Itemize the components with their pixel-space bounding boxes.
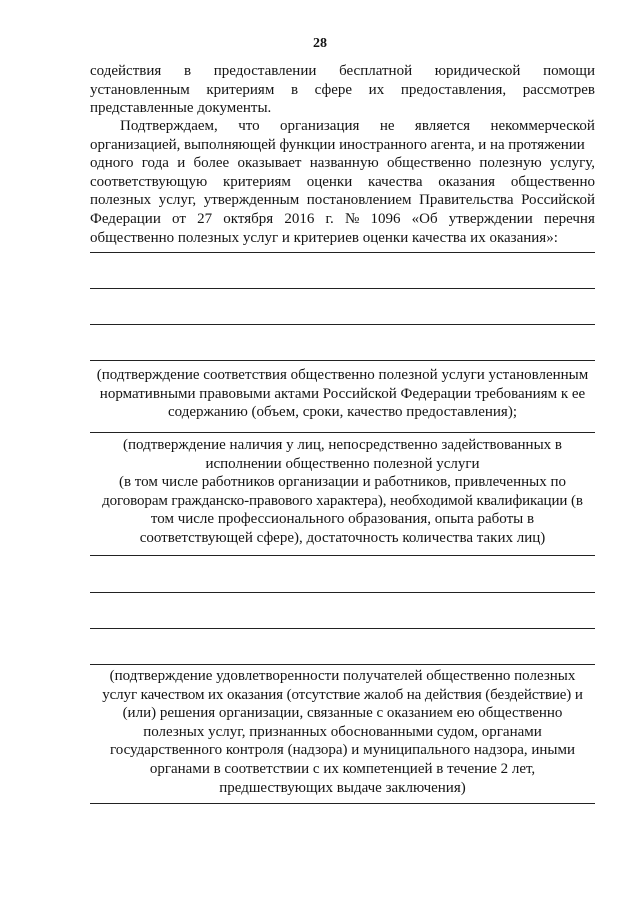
fill-in-line [90, 555, 595, 556]
word: юридической [434, 63, 521, 79]
word: не [379, 118, 395, 134]
word: оценки [306, 173, 353, 190]
fill-in-line [90, 432, 595, 433]
page-number: 28 [313, 36, 327, 51]
caption-service-compliance [90, 366, 595, 422]
word: от [172, 210, 186, 227]
word: г. [325, 210, 334, 227]
word: критериям [206, 81, 275, 98]
word: их [368, 81, 385, 98]
paragraph-line [90, 173, 595, 192]
word: помощи [543, 63, 595, 79]
word: сфере [314, 81, 353, 98]
word: октября [223, 210, 274, 227]
paragraph-line: организацией, выполняющей функции иностранного агента, и на протяжении [90, 136, 585, 153]
fill-in-line [90, 803, 595, 804]
word: Федерации [90, 210, 161, 227]
word: перечня [543, 210, 595, 227]
paragraph-line [90, 117, 595, 136]
paragraph-line: общественно полезных услуг и критериев оценки качества их оказания»: [90, 229, 558, 246]
word: услугу, [549, 155, 595, 172]
word: качества [368, 173, 423, 190]
caption-recipient-satisfaction [90, 667, 595, 797]
word: в [183, 63, 192, 79]
word: бесплатной [339, 63, 413, 79]
caption-line: соответствующей сфере), достаточность количества таких лиц) [139, 529, 546, 546]
caption-line: содержанию (объем, сроки, качество предоставления); [167, 404, 517, 421]
fill-in-line [90, 628, 595, 629]
caption-line: исполнении общественно полезной услуги [205, 455, 480, 472]
caption-line: (в том числе работников организации и работников, привлеченных по [118, 474, 566, 491]
paragraph-line: представленные документы. [90, 100, 272, 117]
word: полезных [90, 192, 152, 209]
caption-line: (или) решения организации, связанные с оказанием ею общественно [122, 705, 563, 722]
word: оказывает [237, 155, 302, 172]
caption-staff-qualification [90, 436, 595, 548]
word: одного [90, 155, 134, 172]
word: Российской [521, 192, 595, 209]
word: содействия [90, 63, 162, 79]
word: предоставлении [213, 63, 317, 79]
word: что [238, 118, 260, 134]
paragraph-line [90, 191, 595, 210]
fill-in-line [90, 592, 595, 593]
paragraph-line [90, 62, 595, 81]
word: и [177, 155, 186, 172]
caption-line: органами в соответствии с их компетенцией в течение 2 лет, [149, 760, 536, 777]
caption-line: (подтверждение удовлетворенности получателей общественно полезных [109, 668, 576, 684]
word: № [344, 210, 360, 227]
caption-line: нормативными правовыми актами Российской Федерации требованиям к ее [99, 385, 586, 402]
paragraph-line [90, 210, 595, 229]
fill-in-line [90, 664, 595, 665]
paragraph-confirmation [90, 117, 595, 247]
word: 27 [197, 210, 213, 227]
word: установленным [90, 81, 190, 98]
word: организация [280, 118, 360, 134]
word: общественно [510, 173, 595, 190]
word: Правительства [419, 192, 514, 209]
word: полезную [479, 155, 542, 172]
word: утвержденным [203, 192, 300, 209]
paragraph-continuation [90, 62, 595, 118]
caption-line: полезных услуг, признанных обоснованными судом, органами [143, 723, 542, 740]
fill-in-line [90, 252, 595, 253]
word: предоставления, [400, 81, 507, 98]
word: 2016 [284, 210, 315, 227]
word: утверждении [448, 210, 533, 227]
caption-line: предшествующих выдаче заключения) [219, 779, 466, 796]
caption-line: услуг качеством их оказания (отсутствие жалоб на действия (бездействие) и [102, 686, 583, 703]
caption-line: государственного контроля (надзора) и муниципального надзора, иными [109, 742, 576, 759]
caption-line: (подтверждение наличия у лиц, непосредственно задействованных в [123, 437, 562, 453]
caption-line: (подтверждение соответствия общественно полезной услуги установленным [96, 367, 589, 383]
word: оказания [438, 173, 496, 190]
word: более [193, 155, 230, 172]
paragraph-line [90, 154, 595, 173]
word: названную [309, 155, 379, 172]
word: общественно [386, 155, 472, 172]
fill-in-line [90, 288, 595, 289]
word: в [290, 81, 299, 98]
fill-in-line [90, 360, 595, 361]
word: 1096 [370, 210, 401, 227]
word: постановлением [306, 192, 412, 209]
paragraph-line [90, 81, 595, 100]
word: Подтверждаем, [120, 118, 218, 134]
caption-line: том числе профессионального образования, опыта работы в [150, 511, 535, 528]
word: «Об [411, 210, 438, 227]
word: является [414, 118, 471, 134]
word: некоммерческой [490, 118, 595, 134]
word: услуг, [158, 192, 197, 209]
word: года [141, 155, 169, 172]
fill-in-line [90, 324, 595, 325]
word: соответствующую [90, 173, 208, 190]
word: критериям [222, 173, 291, 190]
word: рассмотрев [522, 81, 595, 98]
caption-line: договорам гражданско-правового характера), необходимой квалификации (в [102, 492, 583, 509]
